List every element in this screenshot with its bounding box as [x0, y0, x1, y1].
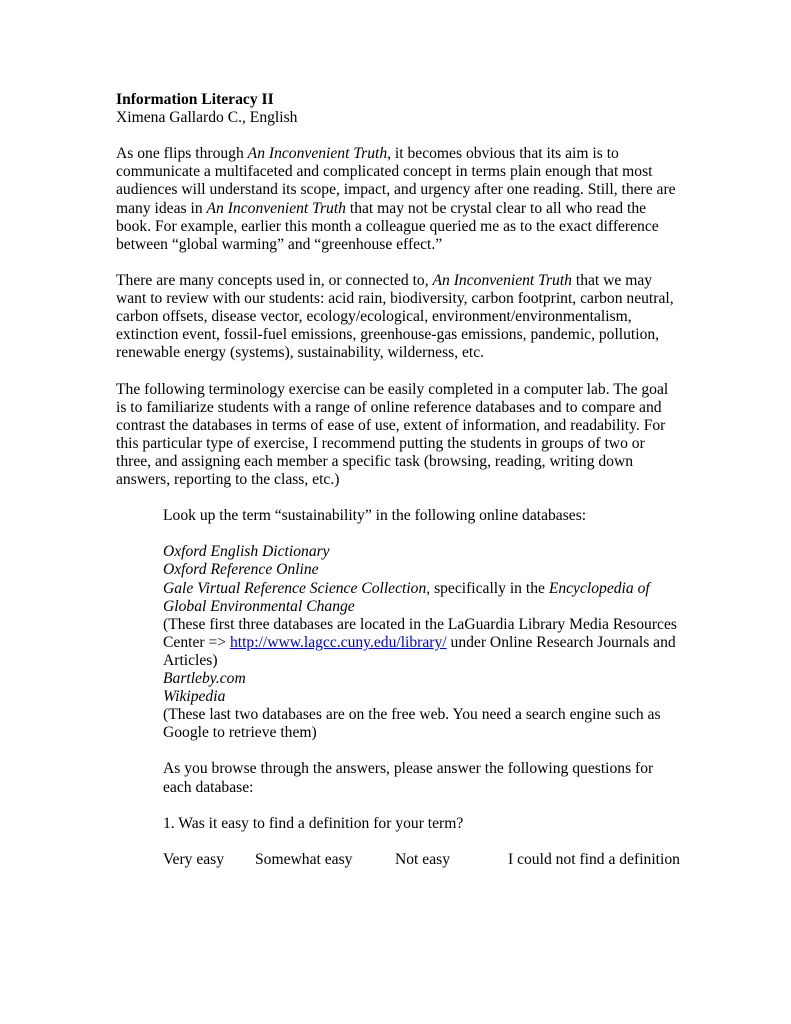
- indented-exercise-block: [163, 507, 678, 869]
- database-item-bartleby: Bartleby.com: [163, 670, 246, 687]
- paragraph-intro-seg2: , it becomes obvious that its aim is to communicate a multifaceted and complicated concept in terms plain enough that most audiences will understand its scope, impact, and urgency after one reading. Still, there are many ideas in: [116, 145, 676, 217]
- browse-instruction: As you browse through the answers, please answer the following questions for each database:: [163, 760, 654, 796]
- book-title-italic: An Inconvenient Truth: [432, 271, 572, 289]
- encyclopedia-title-italic: Encyclopedia of Global Environmental Change: [163, 579, 650, 615]
- spacer: [163, 797, 678, 815]
- author-byline: Ximena Gallardo C., English: [116, 109, 298, 127]
- database-item-oxford-english-dictionary: Oxford English Dictionary: [163, 543, 330, 561]
- paragraph-concepts-seg1: There are many concepts used in, or connected to,: [116, 271, 433, 289]
- answer-option-somewhat-easy[interactable]: Somewhat easy: [255, 850, 353, 868]
- spacer: [163, 525, 678, 543]
- answer-options-row: [163, 851, 678, 869]
- database-item-gale-virtual-reference: [163, 580, 678, 616]
- gale-title-italic: Gale Virtual Reference Science Collection: [163, 579, 427, 597]
- page-title: Information Literacy II: [116, 91, 274, 108]
- library-location-note: [163, 616, 678, 670]
- paragraph-concepts: [116, 272, 678, 362]
- paragraph-intro-seg3: that may not be crystal clear to all who read the book. For example, earlier this month a colleague queried me as to the exact difference between “global warming” and “greenhouse effect.”: [116, 199, 659, 253]
- spacer: [163, 742, 678, 760]
- paragraph-intro: [116, 145, 678, 254]
- question-1: 1. Was it easy to find a definition for your term?: [163, 814, 464, 832]
- paragraph-concepts-seg2: that we may want to review with our students: acid rain, biodiversity, carbon footprint, carbon neutral, carbon offsets, disease vector, ecology/ecological, environment/environmentalism, extinction event, fossil-fuel emissions, greenhouse-gas emissions, pandemic, pollution, renewable energy (systems), sustainability, wilderness, etc.: [116, 271, 674, 362]
- gale-connector-text: , specifically in the: [426, 579, 549, 597]
- database-item-wikipedia: Wikipedia: [163, 688, 226, 706]
- lookup-instruction: Look up the term “sustainability” in the following online databases:: [163, 507, 587, 525]
- paragraph-exercise: The following terminology exercise can be easily completed in a computer lab. The goal is to familiarize students with a range of online reference databases and to compare and contrast the databases in terms of ease of use, extent of information, and readability. For this particular type of exercise, I recommend putting the students in groups of two or three, and assigning each member a specific task (browsing, reading, writing down answers, reporting to the class, etc.): [116, 380, 669, 488]
- library-note-seg2: under Online Research Journals and Articles): [163, 633, 676, 669]
- book-title-italic: An Inconvenient Truth: [247, 145, 388, 163]
- free-web-note: (These last two databases are on the free web. You need a search engine such as Google to retrieve them): [163, 706, 661, 742]
- answer-option-not-easy[interactable]: Not easy: [395, 850, 450, 868]
- database-item-oxford-reference-online: Oxford Reference Online: [163, 561, 319, 579]
- answer-option-very-easy[interactable]: Very easy: [163, 850, 225, 868]
- spacer: [163, 833, 678, 851]
- answer-option-could-not-find[interactable]: I could not find a definition: [508, 850, 680, 868]
- library-note-seg1: (These first three databases are located in the LaGuardia Library Media Resources Center =>: [163, 615, 677, 651]
- document-body: [116, 91, 678, 869]
- library-url-link[interactable]: http://www.lagcc.cuny.edu/library/: [229, 633, 447, 651]
- book-title-italic: An Inconvenient Truth: [206, 199, 346, 217]
- spacer: [116, 127, 678, 145]
- paragraph-intro-seg1: As one flips through: [116, 145, 248, 163]
